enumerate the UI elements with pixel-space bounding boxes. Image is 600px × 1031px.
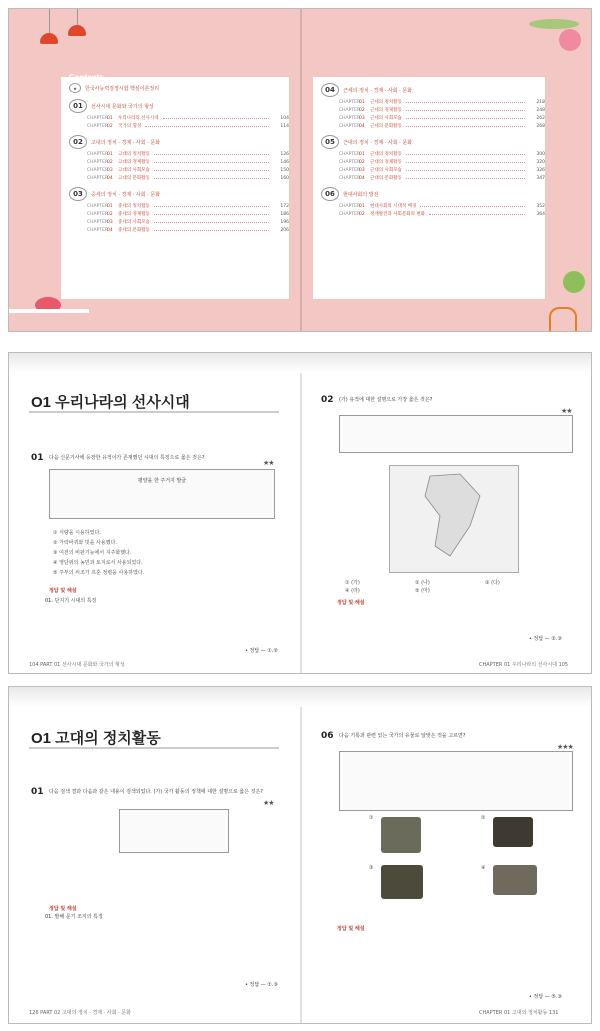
page-number: 364 bbox=[536, 211, 545, 217]
article-box bbox=[49, 469, 275, 519]
answer-option[interactable]: ② bbox=[481, 815, 486, 821]
answer-tag: 정답 및 해설 bbox=[49, 588, 77, 594]
difficulty-stars: ★★ bbox=[263, 459, 274, 467]
dot-leader bbox=[154, 214, 269, 215]
page-footer: 126 PART 02 고대의 정치 · 경제 · 사회 · 문화 bbox=[29, 1010, 131, 1016]
part-title: 현대사회의 발전 bbox=[343, 191, 379, 198]
answer-option[interactable]: ③ bbox=[369, 865, 374, 871]
dot-leader bbox=[154, 222, 269, 223]
toc-right bbox=[313, 77, 545, 299]
chapter-title: 중세의 문화활동 bbox=[118, 228, 150, 233]
chapter-number: 02 bbox=[107, 211, 113, 217]
page-fold bbox=[300, 9, 302, 331]
contents-spread bbox=[8, 8, 592, 332]
chapter-number: 01 bbox=[359, 203, 365, 209]
page-number: 160 bbox=[280, 175, 289, 181]
dot-leader bbox=[154, 170, 269, 171]
flower-icon bbox=[559, 29, 581, 51]
question-number: 01 bbox=[31, 453, 44, 463]
page-number: 262 bbox=[536, 115, 545, 121]
chapter-title: 근대의 정치활동 bbox=[370, 152, 402, 157]
plant-icon bbox=[563, 271, 585, 293]
plant-icon bbox=[529, 19, 579, 29]
toc-row[interactable] bbox=[339, 107, 545, 113]
chapter-label: CHAPTER bbox=[339, 151, 361, 157]
answer-mark: • 정답 — ②.③ bbox=[529, 636, 562, 642]
page-number: 146 bbox=[280, 159, 289, 165]
answer-option[interactable]: ① (가) bbox=[345, 580, 360, 586]
chapter-label: CHAPTER bbox=[339, 115, 361, 121]
question-text: 다음 기록과 관련 있는 국가의 유물로 알맞은 것을 고르면? bbox=[339, 733, 466, 739]
chapter-title: 국가의 형성 bbox=[118, 124, 142, 129]
chapter-title: 현대사회의 시대적 배경 bbox=[370, 204, 417, 209]
page-fold bbox=[300, 353, 302, 673]
artifact-image bbox=[381, 865, 423, 899]
chapter-number: 03 bbox=[359, 167, 365, 173]
toc-row[interactable] bbox=[87, 203, 289, 209]
artifact-image bbox=[381, 817, 421, 853]
page-number: 300 bbox=[536, 151, 545, 157]
toc-row[interactable] bbox=[339, 151, 545, 157]
chapter-label: CHAPTER bbox=[87, 159, 109, 165]
chapter-number: 01 bbox=[107, 203, 113, 209]
page-number: 352 bbox=[536, 203, 545, 209]
answer-option[interactable]: ③ (다) bbox=[485, 580, 500, 586]
page-footer: CHAPTER 01 우리나라의 선사시대 105 bbox=[479, 662, 569, 668]
part-badge: 02 bbox=[69, 135, 87, 149]
toc-row[interactable] bbox=[339, 167, 545, 173]
part-badge: 04 bbox=[321, 83, 339, 97]
toc-row[interactable] bbox=[339, 115, 545, 121]
title-rule bbox=[29, 747, 279, 749]
chapter-title: O1 우리나라의 선사시대 bbox=[31, 394, 190, 411]
dot-leader bbox=[406, 126, 525, 127]
intro-title: 한국사능력검정시험 핵심이론정리 bbox=[85, 85, 160, 92]
answer-option[interactable]: ④ 영단위의 농민과 토지로서 사용되었다. bbox=[53, 560, 143, 566]
answer-option[interactable]: ⑤ 주부의 씨조가 르훈 정렬을 사용하였다. bbox=[53, 570, 145, 576]
toc-row[interactable] bbox=[87, 175, 289, 181]
toc-left bbox=[61, 77, 289, 299]
question-number: 02 bbox=[321, 395, 334, 405]
part-title: 중세의 정치 · 경제 · 사회 · 문화 bbox=[91, 191, 161, 198]
page-number: 218 bbox=[536, 99, 545, 105]
toc-row[interactable] bbox=[87, 151, 289, 157]
toc-row[interactable] bbox=[339, 203, 545, 209]
difficulty-stars: ★★★ bbox=[557, 743, 573, 751]
lamp-icon bbox=[40, 33, 58, 44]
chapter-label: CHAPTER bbox=[339, 107, 361, 113]
answer-option[interactable]: ② (나) bbox=[415, 580, 430, 586]
chapter-title: 우리나라의 선사시대 bbox=[118, 116, 159, 121]
toc-row[interactable] bbox=[339, 211, 545, 217]
toc-row[interactable] bbox=[339, 175, 545, 181]
question-number: 01 bbox=[31, 787, 44, 797]
chapter-label: CHAPTER bbox=[339, 159, 361, 165]
chapter-number: 02 bbox=[107, 123, 113, 129]
page-number: 206 bbox=[280, 227, 289, 233]
dot-leader bbox=[406, 102, 525, 103]
lamp-cord bbox=[49, 9, 50, 35]
chapter-title: 고대의 정치활동 bbox=[118, 152, 150, 157]
dot-leader bbox=[154, 154, 269, 155]
dot-leader bbox=[406, 154, 525, 155]
answer-tag: 정답 및 해설 bbox=[337, 926, 365, 932]
toc-part-header bbox=[321, 187, 545, 201]
answer-option[interactable]: ④ (라) bbox=[345, 588, 360, 594]
chapter-title: 근대의 사회모습 bbox=[370, 168, 402, 173]
title-rule bbox=[29, 411, 279, 413]
chapter-title: 근세의 문화활동 bbox=[370, 124, 402, 129]
question-number: 06 bbox=[321, 731, 334, 741]
chapter-number: 02 bbox=[359, 107, 365, 113]
chapter-label: CHAPTER bbox=[339, 175, 361, 181]
answer-option[interactable]: ③ 여전의 비판기능에서 지주화했다. bbox=[53, 550, 132, 556]
toc-row[interactable] bbox=[339, 99, 545, 105]
chapter-title: 근대의 경제활동 bbox=[370, 160, 402, 165]
chapter-title: 근세의 정치활동 bbox=[370, 100, 402, 105]
answer-option[interactable]: ④ bbox=[481, 865, 486, 871]
page-footer: CHAPTER 01 고대의 정치활동 131 bbox=[479, 1010, 559, 1016]
chapter-title: O1 고대의 정치활동 bbox=[31, 730, 161, 747]
chapter-title: 중세의 경제활동 bbox=[118, 212, 150, 217]
chapter-title: 정재발전과 사회문화의 변화 bbox=[370, 212, 426, 217]
toc-row[interactable] bbox=[87, 219, 289, 225]
part-title: 근대의 정치 · 경제 · 사회 · 문화 bbox=[343, 139, 413, 146]
chapter-number: 01 bbox=[107, 115, 113, 121]
page-number: 248 bbox=[536, 107, 545, 113]
answer-option[interactable]: ① bbox=[369, 815, 374, 821]
toc-row[interactable] bbox=[87, 123, 289, 129]
page-fold bbox=[300, 687, 302, 1023]
dot-leader bbox=[429, 214, 525, 215]
chapter-title: 중세의 사회모습 bbox=[118, 220, 150, 225]
answer-option[interactable]: ⑤ (마) bbox=[415, 588, 430, 594]
ancient-politics-spread bbox=[8, 686, 592, 1024]
answer-tag: 정답 및 해설 bbox=[337, 600, 365, 606]
chapter-number: 02 bbox=[359, 159, 365, 165]
artifact-image bbox=[493, 865, 537, 895]
dot-leader bbox=[406, 170, 525, 171]
page-number: 186 bbox=[280, 211, 289, 217]
chapter-number: 03 bbox=[107, 219, 113, 225]
search-result-box bbox=[119, 809, 229, 853]
toc-part-header bbox=[321, 83, 545, 97]
dot-leader bbox=[163, 118, 269, 119]
toc-part-header bbox=[69, 135, 289, 149]
chapter-number: 04 bbox=[359, 175, 365, 181]
answer-line: 01. 단지기 시대의 특징 bbox=[45, 598, 97, 604]
answer-mark: • 정답 — ⑤.③ bbox=[529, 994, 562, 1000]
chapter-label: CHAPTER bbox=[339, 167, 361, 173]
chapter-number: 01 bbox=[359, 151, 365, 157]
page-number: 347 bbox=[536, 175, 545, 181]
page-footer: 104 PART 01 선사시대 문화와 국가의 형성 bbox=[29, 662, 125, 668]
page-number: 150 bbox=[280, 167, 289, 173]
difficulty-stars: ★★ bbox=[561, 407, 572, 415]
chapter-label: CHAPTER bbox=[87, 219, 109, 225]
chapter-number: 01 bbox=[359, 99, 365, 105]
chapter-number: 03 bbox=[107, 167, 113, 173]
page-number: 320 bbox=[536, 159, 545, 165]
source-box bbox=[339, 751, 573, 811]
part-badge: 06 bbox=[321, 187, 339, 201]
chapter-label: CHAPTER bbox=[87, 211, 109, 217]
chapter-number: 04 bbox=[359, 123, 365, 129]
toc-part-header bbox=[69, 99, 289, 113]
map-image bbox=[389, 465, 519, 573]
chapter-label: CHAPTER bbox=[87, 203, 109, 209]
chapter-number: 04 bbox=[107, 175, 113, 181]
toc-row[interactable] bbox=[87, 115, 289, 121]
toc-part-header bbox=[69, 187, 289, 201]
shelf bbox=[9, 309, 89, 313]
toc-row[interactable] bbox=[87, 211, 289, 217]
dot-leader bbox=[145, 126, 269, 127]
chapter-title: 근세의 경제활동 bbox=[370, 108, 402, 113]
answer-option[interactable]: ② 가락바퀴와 빗을 사용했다. bbox=[53, 540, 117, 546]
toc-row[interactable] bbox=[339, 123, 545, 129]
lamp-icon bbox=[68, 25, 86, 36]
chapter-label: CHAPTER bbox=[87, 151, 109, 157]
page-number: 326 bbox=[536, 167, 545, 173]
chapter-label: CHAPTER bbox=[339, 123, 361, 129]
chapter-label: CHAPTER bbox=[87, 115, 109, 121]
chapter-number: 03 bbox=[359, 115, 365, 121]
page-number: 172 bbox=[280, 203, 289, 209]
ink-landscape bbox=[9, 687, 591, 707]
chapter-number: 02 bbox=[359, 211, 365, 217]
prehistory-spread bbox=[8, 352, 592, 674]
question-text: (가) 유적에 대한 설명으로 가장 옳은 것은? bbox=[339, 397, 433, 403]
part-badge: 05 bbox=[321, 135, 339, 149]
chapter-label: CHAPTER bbox=[87, 175, 109, 181]
chapter-label: CHAPTER bbox=[339, 203, 361, 209]
chapter-title: 중세의 정치활동 bbox=[118, 204, 150, 209]
chapter-title: 고대의 문화활동 bbox=[118, 176, 150, 181]
ink-landscape bbox=[9, 353, 591, 373]
dot-leader bbox=[154, 178, 269, 179]
toc-row[interactable] bbox=[87, 227, 289, 233]
intro-badge-icon: ★ bbox=[69, 83, 81, 93]
part-title: 선사시대 문화와 국가의 형성 bbox=[91, 103, 154, 110]
part-badge: 03 bbox=[69, 187, 87, 201]
answer-mark: • 정답 — ①.② bbox=[245, 648, 278, 654]
dot-leader bbox=[406, 162, 525, 163]
difficulty-stars: ★★ bbox=[263, 799, 274, 807]
chapter-label: CHAPTER bbox=[87, 123, 109, 129]
source-box bbox=[339, 415, 573, 453]
dot-leader bbox=[406, 110, 525, 111]
article-title: 평양을 한 주거지 발굴 bbox=[137, 478, 187, 484]
answer-option[interactable]: ① 식량을 시용하였다. bbox=[53, 530, 101, 536]
answer-mark: • 정답 — ①.③ bbox=[245, 982, 278, 988]
page-number: 104 bbox=[280, 115, 289, 121]
chapter-number: 04 bbox=[107, 227, 113, 233]
question-text: 다음 신문기사에 등장한 유적이가 존재했던 시대의 특징으로 옳은 것은? bbox=[49, 455, 205, 461]
part-badge: 01 bbox=[69, 99, 87, 113]
dot-leader bbox=[420, 206, 525, 207]
chapter-title: 근대의 문화활동 bbox=[370, 176, 402, 181]
page-number: 196 bbox=[280, 219, 289, 225]
dot-leader bbox=[154, 230, 269, 231]
chair-icon bbox=[549, 307, 577, 332]
chapter-label: CHAPTER bbox=[339, 99, 361, 105]
dot-leader bbox=[406, 178, 525, 179]
page-number: 114 bbox=[280, 123, 289, 129]
chapter-title: 고대의 경제활동 bbox=[118, 160, 150, 165]
dot-leader bbox=[154, 162, 269, 163]
toc-row[interactable] bbox=[87, 167, 289, 173]
chapter-title: 근세의 사회모습 bbox=[370, 116, 402, 121]
chapter-title: 고대의 사회모습 bbox=[118, 168, 150, 173]
chapter-label: CHAPTER bbox=[87, 227, 109, 233]
part-title: 고대의 정치 · 경제 · 사회 · 문화 bbox=[91, 139, 161, 146]
answer-line: 01. 발해 문기 조지의 특징 bbox=[45, 914, 103, 920]
toc-row[interactable] bbox=[87, 159, 289, 165]
chapter-number: 01 bbox=[107, 151, 113, 157]
dot-leader bbox=[406, 118, 525, 119]
answer-tag: 정답 및 해설 bbox=[49, 906, 77, 912]
dot-leader bbox=[154, 206, 269, 207]
toc-row[interactable] bbox=[339, 159, 545, 165]
page-number: 268 bbox=[536, 123, 545, 129]
chapter-number: 02 bbox=[107, 159, 113, 165]
toc-part-header bbox=[321, 135, 545, 149]
chapter-label: CHAPTER bbox=[87, 167, 109, 173]
chapter-label: CHAPTER bbox=[339, 211, 361, 217]
part-title: 근세의 정치 · 경제 · 사회 · 문화 bbox=[343, 87, 413, 94]
artifact-image bbox=[493, 817, 533, 847]
page-number: 126 bbox=[280, 151, 289, 157]
question-text: 다음 검색 결과 다음과 같은 내용이 검색되었다. (가) 국가 활동의 정책에 대한 설명으로 옳은 것은? bbox=[49, 789, 263, 795]
